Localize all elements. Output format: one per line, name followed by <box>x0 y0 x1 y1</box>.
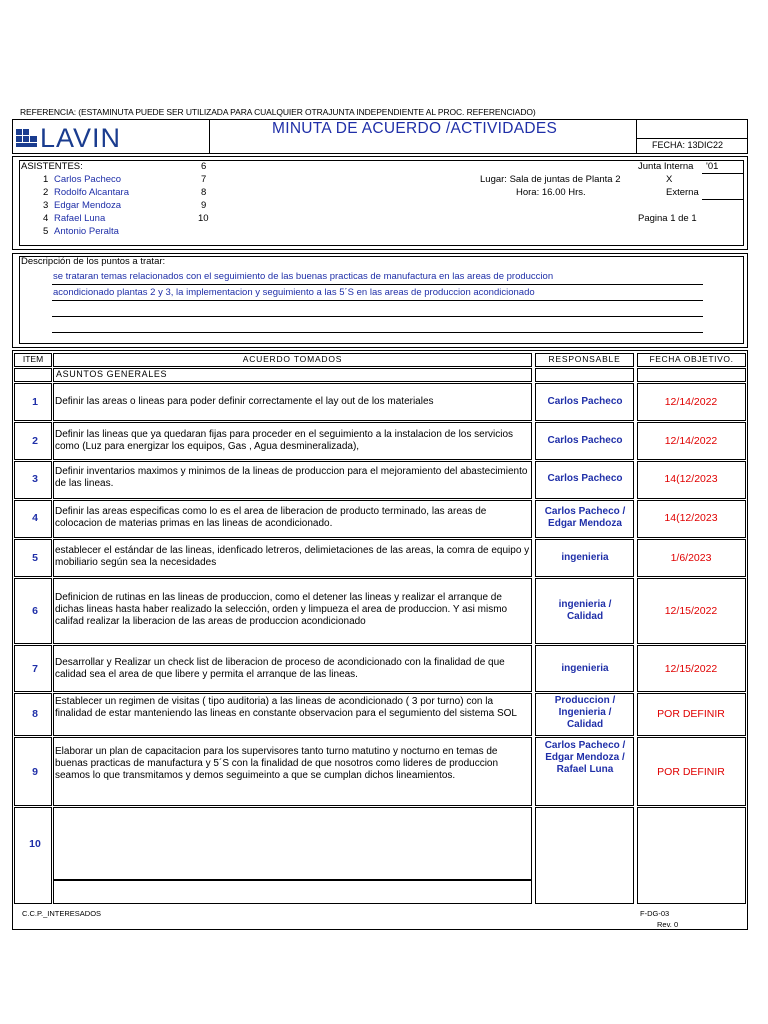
row-item: 1 <box>32 396 38 408</box>
row-fecha: 14(12/2023 <box>664 473 718 485</box>
lavin-logo <box>16 124 206 152</box>
row-acuerdo: Definir las lineas que ya quedaran fijas para proceder en el seguimiento a la instalacion de los servicios como (Luz para energizar los equipos, Gas , Agua desmineralizada), <box>55 429 514 452</box>
reference-note: REFERENCIA: (ESTAMINUTA PUEDE SER UTILIZADA PARA CUALQUIER OTRAJUNTA INDEPENDIENTE AL PROC. REFERENCIADO) <box>20 107 536 117</box>
hora: Hora: 16.00 Hrs. <box>516 187 586 198</box>
row-fecha: 14(12/2023 <box>664 512 718 524</box>
row-responsable: Carlos Pacheco <box>547 435 623 446</box>
junta-interna-value: '01 <box>706 161 719 172</box>
attendee-name: Rafael Luna <box>54 213 106 224</box>
row-acuerdo: Definicion de rutinas en las lineas de produccion, como el detener las lineas y realizar el arranque de dichas lineas hasta haber realizado la selección, orden y limpueza el area de produccion. Y asi mismo califad realizar la liberacion de las areas de produccion acondicionado <box>55 592 508 627</box>
asistentes-label: ASISTENTES: <box>21 161 83 172</box>
row-acuerdo: Establecer un regimen de visitas ( tipo auditoria) a las lineas de acondicionado ( 3 por turno) con la finalidad de estar manteniendo las lineas en constante observacion para el segumiento del sistema SOL <box>55 696 517 719</box>
header-responsable: RESPONSABLE <box>548 354 621 364</box>
row-fecha: 12/15/2022 <box>664 663 718 675</box>
attendee-name: Antonio Peralta <box>54 226 119 237</box>
row-responsable: ingenieria <box>561 552 609 563</box>
attendee-name: Carlos Pacheco <box>54 174 122 185</box>
ccp-interesados: C.C.P._INTERESADOS <box>22 909 102 918</box>
row-responsable: Carlos Pacheco <box>547 473 623 484</box>
descripcion-line-1: se trataran temas relacionados con el seguimiento de las buenas practicas de manufactura en las areas de produccion <box>53 271 554 282</box>
lugar: Lugar: Sala de juntas de Planta 2 <box>480 174 621 185</box>
pagina: Pagina 1 de 1 <box>638 213 697 224</box>
attendee-name: Rodolfo Alcantara <box>54 187 129 198</box>
descripcion-line-2: acondicionado plantas 2 y 3, la implementacion y seguimiento a las 5´S en las areas de produccion acondicionado <box>53 287 535 298</box>
row-item: 6 <box>32 605 38 617</box>
row-fecha: 1/6/2023 <box>670 552 712 564</box>
row-fecha: POR DEFINIR <box>657 766 725 778</box>
row-fecha: 12/15/2022 <box>664 605 718 617</box>
fecha-label: FECHA: 13DIC22 <box>652 140 724 150</box>
header-acuerdo: ACUERDO TOMADOS <box>242 354 343 364</box>
attendee-name: Edgar Mendoza <box>54 200 122 211</box>
row-responsable: Carlos Pacheco <box>547 396 623 407</box>
row-acuerdo: establecer el estándar de las lineas, idenficado letreros, delimietaciones de las areas, la comra de equipo y mobiliario según sea la necesidades <box>55 545 530 568</box>
row-fecha: 12/14/2022 <box>664 435 718 447</box>
row-acuerdo: Desarrollar y Realizar un check list de liberacion de proceso de acondicionado con la finalidad de que calidad sea el area de que libere y permita el arranque de las lineas. <box>55 657 505 680</box>
row-fecha: POR DEFINIR <box>657 708 725 720</box>
descripcion-label: Descripción de los puntos a tratar: <box>21 256 166 267</box>
header-item: ITEM <box>22 354 44 364</box>
row-acuerdo: Elaborar un plan de capacitacion para los supervisores tanto turno matutino y nocturno en temas de buenas practicas de manufactura y 5´S con la finalidad de que nosotros como lideres de produccion seamos lo que transmitamos y demos seguimeinto a que se cumplan dichos lineamientos. <box>55 746 499 781</box>
form-code: F-DG-03 <box>640 909 670 918</box>
row-item: 8 <box>32 708 38 720</box>
junta-interna-label: Junta Interna <box>638 161 694 172</box>
row-item: 2 <box>32 435 38 447</box>
row-responsable: ingenieria <box>561 663 609 674</box>
row-responsable: Carlos Pacheco / Edgar Mendoza <box>544 506 626 529</box>
row-fecha: 12/14/2022 <box>664 396 718 408</box>
row-item: 3 <box>32 473 38 485</box>
row-item: 7 <box>32 663 38 675</box>
page-title: MINUTA DE ACUERDO /ACTIVIDADES <box>272 120 558 137</box>
row-responsable: Carlos Pacheco / Edgar Mendoza / Rafael Luna <box>544 740 626 775</box>
externa-label: Externa <box>666 187 699 198</box>
logo-text: LAVIN <box>40 123 122 153</box>
row-acuerdo: Definir las areas especificas como lo es el area de liberacion de producto terminado, las areas de colocacion de materias primas en las lineas de acondicionado. <box>55 506 487 529</box>
header-fecha: FECHA OBJETIVO. <box>649 354 734 364</box>
form-rev: Rev. 0 <box>657 920 679 929</box>
row-responsable: Produccion / Ingenieria / Calidad <box>554 695 616 730</box>
row-item: 9 <box>32 766 38 778</box>
section-asuntos: ASUNTOS GENERALES <box>56 369 168 379</box>
row-item: 10 <box>29 838 41 850</box>
row-responsable: ingenieria / Calidad <box>558 599 612 622</box>
row-acuerdo: Definir las areas o lineas para poder definir correctamente el lay out de los materiales <box>55 396 434 407</box>
interna-mark: X <box>666 174 673 185</box>
logo-mark-icon <box>16 129 38 147</box>
row-item: 5 <box>32 552 38 564</box>
row-acuerdo: Definir inventarios maximos y minimos de la lineas de produccion para el mejoramiento del abastecimiento de las lineas. <box>55 466 528 489</box>
row-item: 4 <box>32 512 38 524</box>
